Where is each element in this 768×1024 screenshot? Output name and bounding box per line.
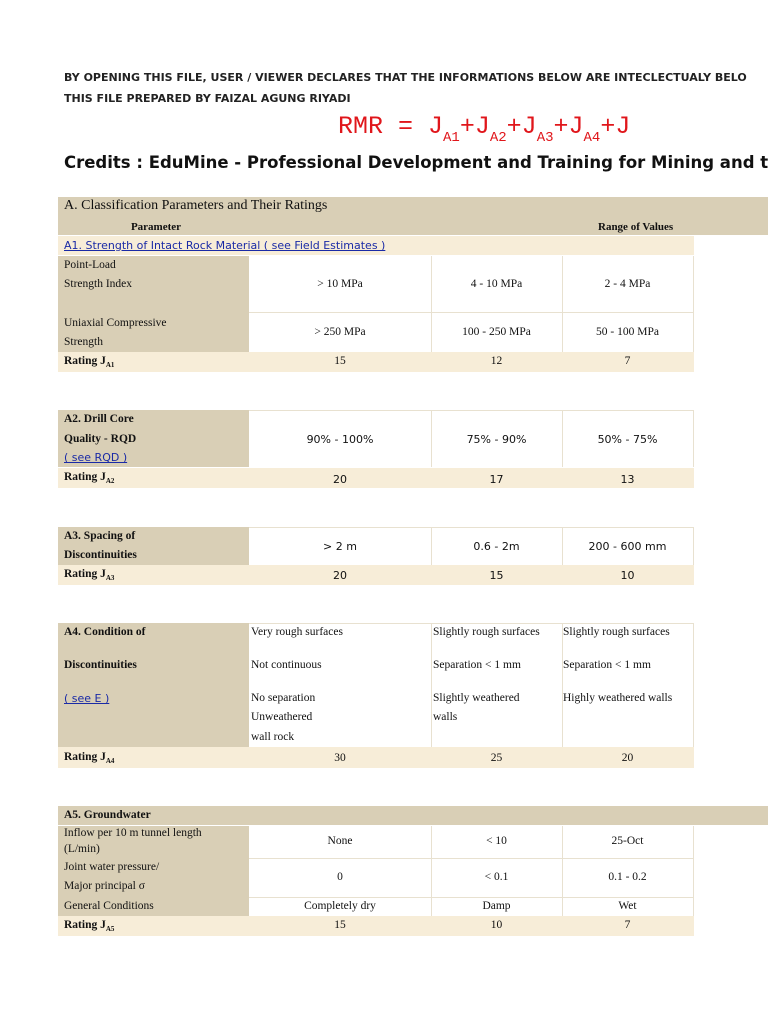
a5-rating-sub: A5 (105, 925, 115, 933)
section-a-title: A. Classification Parameters and Their Ratings (64, 198, 328, 213)
a4-rating-1: 30 (334, 752, 346, 764)
a4-col1-line-4: Unweathered (251, 711, 313, 723)
a1-divider-3 (693, 256, 694, 352)
a5-row1-label-1: Inflow per 10 m tunnel length (64, 827, 202, 839)
a4-col1-line-2: Not continuous (251, 659, 322, 671)
formula-lead: RMR = J (338, 112, 444, 141)
a4-col1-line-5: wall rock (251, 731, 295, 743)
a4-rating-sub: A4 (105, 757, 115, 765)
a5-divider-3 (693, 826, 694, 916)
a5-row3-value-1: Completely dry (304, 900, 376, 912)
a4-rating-2: 25 (490, 752, 503, 764)
a5-rating-label (64, 916, 114, 939)
credits-line: Credits : EduMine - Professional Development and Training for Mining and t (64, 153, 768, 172)
a3-value-1: > 2 m (323, 540, 357, 553)
rmr-formula: RMR = $J_{A1}+J_{A2}+J_{A3}+J_{A4}+J$ (338, 112, 631, 146)
a1-row1-value-3: 2 - 4 MPa (604, 278, 651, 290)
a1-row2-value-3: 50 - 100 MPa (596, 326, 659, 338)
a1-row1-value-2: 4 - 10 MPa (470, 278, 523, 290)
a2-rating-3: 13 (620, 473, 635, 486)
formula-tail: +J (600, 112, 631, 141)
a5-row3-label: General Conditions (64, 900, 154, 912)
a1-row2-value-2: 100 - 250 MPa (462, 326, 531, 338)
a3-value-3: 200 - 600 mm (588, 540, 667, 553)
a4-rating-label (64, 748, 114, 771)
a5-row2-value-3: 0.1 - 0.2 (608, 871, 647, 883)
a4-col3-line-3: Highly weathered walls (563, 692, 673, 704)
a4-col2-line-4: walls (433, 711, 458, 723)
a5-row2-label-2: Major principal σ (64, 880, 145, 892)
a5-rating-label-text: Rating J (64, 919, 106, 931)
a1-rating-1: 15 (334, 355, 346, 367)
a4-divider-1 (431, 623, 432, 747)
a1-strength-link[interactable]: A1. Strength of Intact Rock Material ( see Field Estimates ) (64, 239, 386, 252)
a5-row1-label-2: (L/min) (64, 843, 100, 855)
a4-see-e-link[interactable]: ( see E ) (64, 692, 110, 705)
a5-row2-value-2: < 0.1 (484, 871, 509, 883)
a4-rating-3: 20 (621, 752, 634, 764)
a1-rating-3: 7 (624, 355, 631, 367)
a1-row2-label-2: Strength (64, 336, 103, 348)
a4-rating-label-text: Rating J (64, 751, 106, 763)
a2-rating-label-text: Rating J (64, 471, 106, 483)
a2-divider-3 (693, 410, 694, 467)
a3-rating-sub: A3 (105, 574, 115, 582)
a2-value-1: 90% - 100% (306, 433, 374, 446)
a4-label-1: A4. Condition of (64, 626, 146, 638)
a2-top-line (249, 410, 694, 411)
a3-divider-3 (693, 527, 694, 565)
a5-title: A5. Groundwater (64, 809, 151, 821)
a2-rating-label (64, 468, 114, 491)
a1-row2-value-1: > 250 MPa (314, 326, 366, 338)
a4-divider-3 (693, 623, 694, 747)
a1-row1-value-1: > 10 MPa (317, 278, 363, 290)
formula-sub-4: A4 (583, 130, 601, 146)
a2-rating-2: 17 (489, 473, 504, 486)
a3-label-2: Discontinuities (64, 549, 137, 561)
a2-value-2: 75% - 90% (466, 433, 527, 446)
a3-rating-1: 20 (333, 569, 347, 582)
a4-col1-line-3: No separation (251, 692, 316, 704)
a3-rating-3: 10 (620, 569, 635, 582)
a5-header-band (58, 806, 768, 825)
a2-rating-sub: A2 (105, 477, 115, 485)
a1-rating-sub: A1 (105, 361, 115, 369)
a4-col3-line-2: Separation < 1 mm (563, 659, 651, 671)
a5-rating-1: 15 (334, 919, 346, 931)
a3-rating-label (64, 565, 114, 588)
a4-col3-line-1: Slightly rough surfaces (563, 626, 670, 638)
a4-label-2: Discontinuities (64, 659, 137, 671)
a5-row1-value-2: < 10 (486, 835, 507, 847)
formula-sub-2: A2 (489, 130, 507, 146)
a5-rating-3: 7 (624, 919, 631, 931)
a1-row1-label-2: Strength Index (64, 278, 133, 290)
a5-row3-value-3: Wet (618, 900, 637, 912)
a1-rating-label-text: Rating J (64, 355, 106, 367)
a3-top-line (249, 527, 694, 528)
a4-col2-line-2: Separation < 1 mm (433, 659, 521, 671)
a1-rating-2: 12 (490, 355, 503, 367)
formula-sub-3: A3 (536, 130, 554, 146)
col-header-range: Range of Values (598, 221, 674, 233)
a5-row1-value-1: None (327, 835, 353, 847)
a1-row2-label-1: Uniaxial Compressive (64, 317, 167, 329)
a5-row3-value-2: Damp (482, 900, 511, 912)
col-header-parameter: Parameter (130, 221, 182, 233)
a2-rating-1: 20 (333, 473, 347, 486)
a5-row-divider-1 (249, 858, 694, 859)
declaration-line-1: BY OPENING THIS FILE, USER / VIEWER DECLARES THAT THE INFORMATIONS BELOW ARE INTECLECTUALY BELO (64, 71, 747, 84)
a1-row1-label-1: Point-Load (64, 259, 116, 271)
a4-col2-line-1: Slightly rough surfaces (433, 626, 540, 638)
a3-rating-2: 15 (489, 569, 504, 582)
a2-label-2: Quality - RQD (64, 433, 137, 445)
a4-col1-line-1: Very rough surfaces (251, 626, 343, 638)
a1-row-divider (249, 312, 694, 313)
formula-sub-1: A1 (443, 130, 460, 146)
a5-rating-2: 10 (490, 919, 503, 931)
a3-value-2: 0.6 - 2m (473, 540, 520, 553)
a2-value-3: 50% - 75% (597, 433, 658, 446)
a3-rating-label-text: Rating J (64, 568, 106, 580)
a3-label-1: A3. Spacing of (64, 530, 136, 542)
a5-row1-value-3: 25-Oct (611, 835, 644, 847)
a2-rqd-link[interactable]: ( see RQD ) (64, 451, 128, 464)
a1-rating-label (64, 352, 114, 375)
declaration-line-2: THIS FILE PREPARED BY FAIZAL AGUNG RIYADI (64, 92, 351, 105)
a5-row2-value-1: 0 (337, 871, 343, 883)
a4-col2-line-3: Slightly weathered (433, 692, 520, 704)
a2-label-1: A2. Drill Core (64, 413, 134, 425)
a5-row2-label-1: Joint water pressure/ (64, 861, 160, 873)
